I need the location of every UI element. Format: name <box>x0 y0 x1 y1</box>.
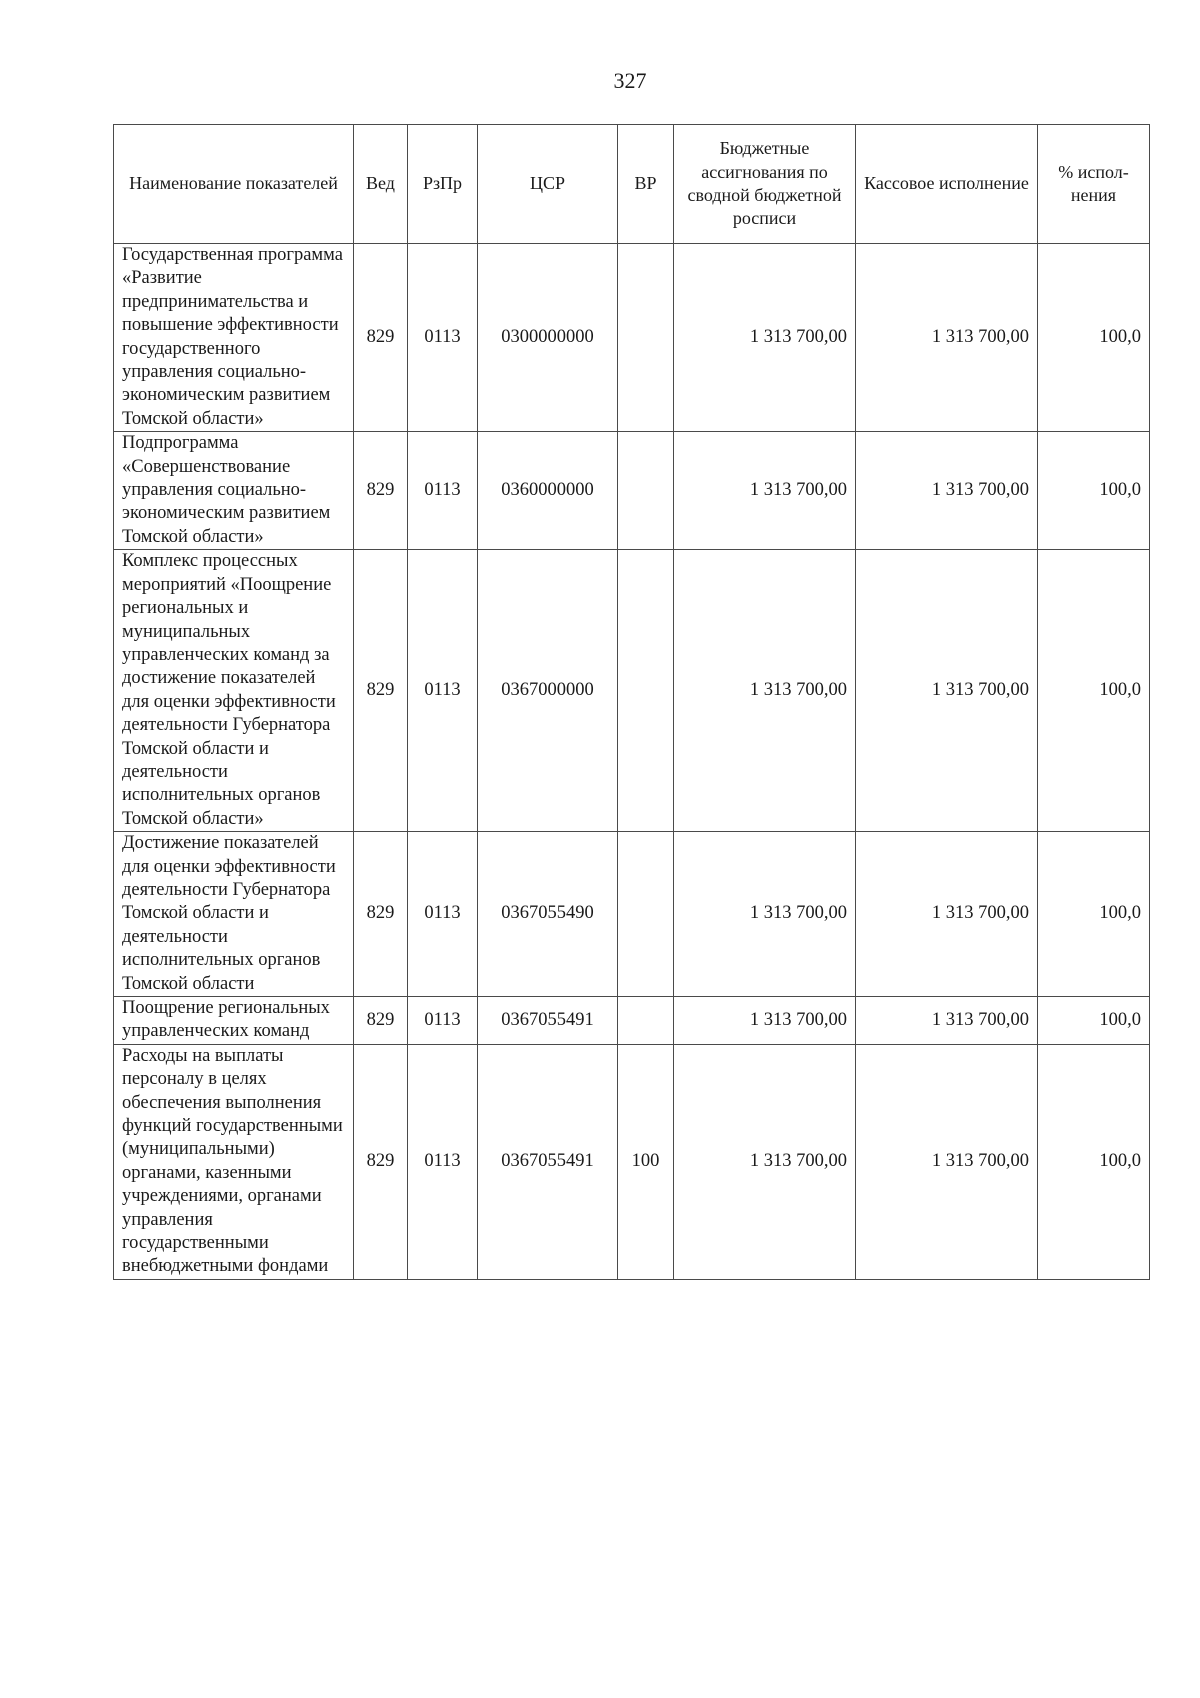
row-cash-execution: 1 313 700,00 <box>856 550 1038 832</box>
budget-table <box>113 124 1150 1280</box>
row-ved: 829 <box>354 244 408 432</box>
table-header <box>114 125 1150 244</box>
row-vr <box>618 550 674 832</box>
row-percent: 100,0 <box>1038 432 1150 550</box>
table-row <box>114 1044 1150 1279</box>
header-csr: ЦСР <box>478 125 618 244</box>
row-percent: 100,0 <box>1038 1044 1150 1279</box>
row-ved: 829 <box>354 1044 408 1279</box>
row-cash-execution: 1 313 700,00 <box>856 244 1038 432</box>
row-assignments: 1 313 700,00 <box>674 1044 856 1279</box>
row-assignments: 1 313 700,00 <box>674 832 856 997</box>
header-rzpr: РзПр <box>408 125 478 244</box>
row-vr <box>618 432 674 550</box>
row-ved: 829 <box>354 432 408 550</box>
row-name: Подпрограмма «Совершенствование управления социально-экономическим развитием Томской области» <box>114 432 354 550</box>
header-assignments: Бюджетные ассигнования по сводной бюджетной росписи <box>674 125 856 244</box>
row-cash-execution: 1 313 700,00 <box>856 997 1038 1045</box>
row-rzpr: 0113 <box>408 550 478 832</box>
row-csr: 0300000000 <box>478 244 618 432</box>
header-name: Наименование показателей <box>114 125 354 244</box>
row-name: Достижение показателей для оценки эффективности деятельности Губернатора Томской области и деятельности исполнительных органов Томской области <box>114 832 354 997</box>
row-name: Поощрение региональных управленческих команд <box>114 997 354 1045</box>
row-rzpr: 0113 <box>408 1044 478 1279</box>
row-csr: 0367055491 <box>478 1044 618 1279</box>
row-rzpr: 0113 <box>408 832 478 997</box>
row-rzpr: 0113 <box>408 997 478 1045</box>
row-assignments: 1 313 700,00 <box>674 432 856 550</box>
page-number: 327 <box>613 68 647 93</box>
table-row <box>114 997 1150 1045</box>
header-ved: Вед <box>354 125 408 244</box>
row-percent: 100,0 <box>1038 244 1150 432</box>
row-percent: 100,0 <box>1038 550 1150 832</box>
row-rzpr: 0113 <box>408 244 478 432</box>
row-assignments: 1 313 700,00 <box>674 244 856 432</box>
row-cash-execution: 1 313 700,00 <box>856 1044 1038 1279</box>
row-cash-execution: 1 313 700,00 <box>856 832 1038 997</box>
row-percent: 100,0 <box>1038 997 1150 1045</box>
row-vr <box>618 244 674 432</box>
row-ved: 829 <box>354 832 408 997</box>
row-ved: 829 <box>354 550 408 832</box>
row-csr: 0367000000 <box>478 550 618 832</box>
row-vr <box>618 832 674 997</box>
row-percent: 100,0 <box>1038 832 1150 997</box>
row-vr <box>618 997 674 1045</box>
row-name: Расходы на выплаты персоналу в целях обеспечения выполнения функций государственными (муниципальными) органами, казенными учреждениями, органами управления государственными внебюджетными фондами <box>114 1044 354 1279</box>
row-assignments: 1 313 700,00 <box>674 550 856 832</box>
row-name: Комплекс процессных мероприятий «Поощрение региональных и муниципальных управленческих команд за достижение показателей для оценки эффективности деятельности Губернатора Томской области и деятельности исполнительных органов Томской области» <box>114 550 354 832</box>
row-rzpr: 0113 <box>408 432 478 550</box>
header-percent-execution: % испол-нения <box>1038 125 1150 244</box>
row-ved: 829 <box>354 997 408 1045</box>
row-vr: 100 <box>618 1044 674 1279</box>
row-name: Государственная программа «Развитие предпринимательства и повышение эффективности государственного управления социально-экономическим развитием Томской области» <box>114 244 354 432</box>
table-row <box>114 550 1150 832</box>
table-row <box>114 244 1150 432</box>
row-csr: 0360000000 <box>478 432 618 550</box>
row-csr: 0367055491 <box>478 997 618 1045</box>
header-vr: ВР <box>618 125 674 244</box>
table-row <box>114 832 1150 997</box>
row-csr: 0367055490 <box>478 832 618 997</box>
header-cash-execution: Кассовое исполнение <box>856 125 1038 244</box>
row-assignments: 1 313 700,00 <box>674 997 856 1045</box>
table-row <box>114 432 1150 550</box>
row-cash-execution: 1 313 700,00 <box>856 432 1038 550</box>
